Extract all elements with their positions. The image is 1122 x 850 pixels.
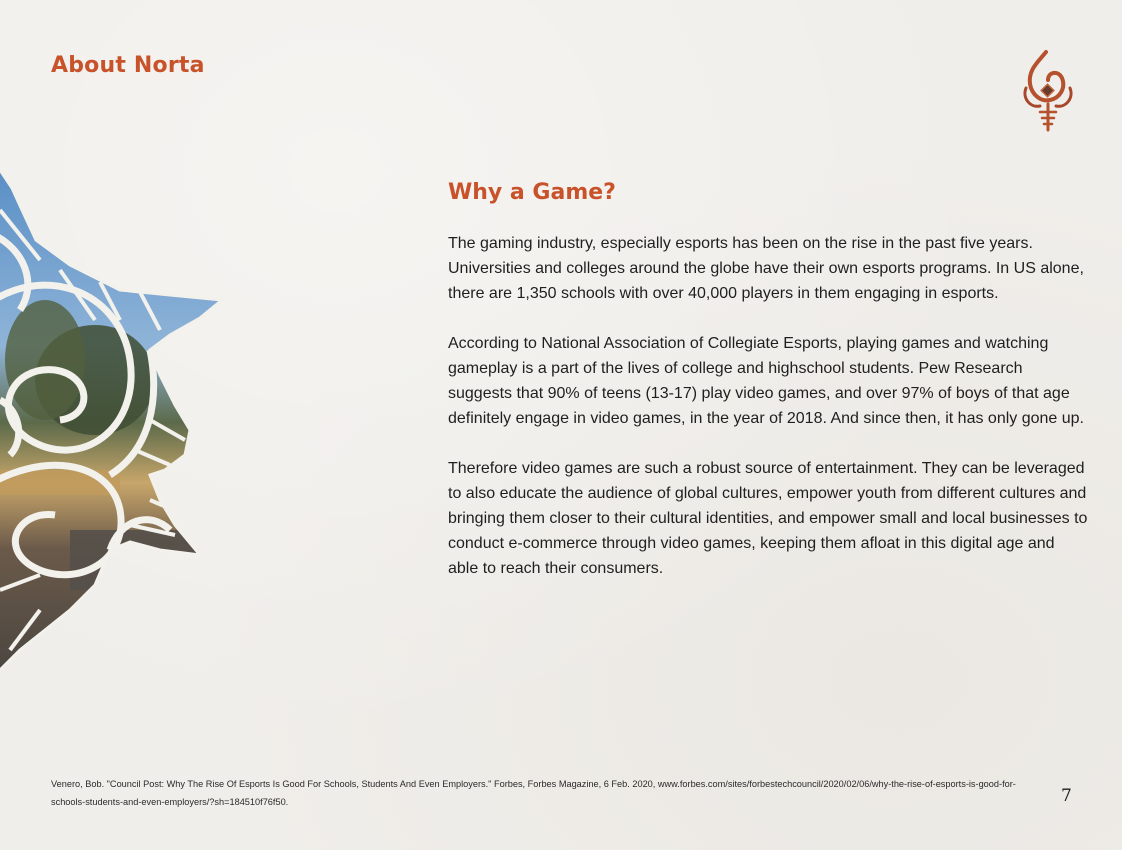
citation-footnote: Venero, Bob. "Council Post: Why The Rise Of Esports Is Good For Schools, Students And Even Employers." Forbes, Forbes Magazine, 6 Feb. 2020, www.forbes.com/sites/forbestechcouncil/2020/02/06/why-the-rise-of-esports-is-good-for-schools-students-and-even-employers/?sh=184510f76f50. (51, 779, 1016, 807)
norta-flame-logo-icon (1018, 48, 1078, 134)
mandala-photo-mosaic-icon (0, 170, 230, 675)
paragraph: Therefore video games are such a robust source of entertainment. They can be leveraged to also educate the audience of global cultures, empower youth from different cultures and bringing them closer to their cultural identities, and empower small and local businesses to conduct e-commerce through video games, keeping them afloat in this digital age and able to reach their consumers. (448, 460, 1088, 577)
section-heading: Why a Game? (448, 180, 616, 205)
paragraph: The gaming industry, especially esports has been on the rise in the past five years. Universities and colleges around the globe have their own esports programs. In US alone, there are 1,350 schools with over 40,000 players in them engaging in esports. (448, 235, 1084, 302)
paragraph: According to National Association of Collegiate Esports, playing games and watching gameplay is a part of the lives of college and highschool students. Pew Research suggests that 90% of teens (13-17) play video games, and over 97% of boys of that age definitely engage in video games, in the year of 2018. And since then, it has only gone up. (448, 335, 1084, 427)
body-text (448, 231, 1088, 606)
page-number: 7 (1061, 786, 1072, 806)
section-label: About Norta (51, 53, 205, 78)
